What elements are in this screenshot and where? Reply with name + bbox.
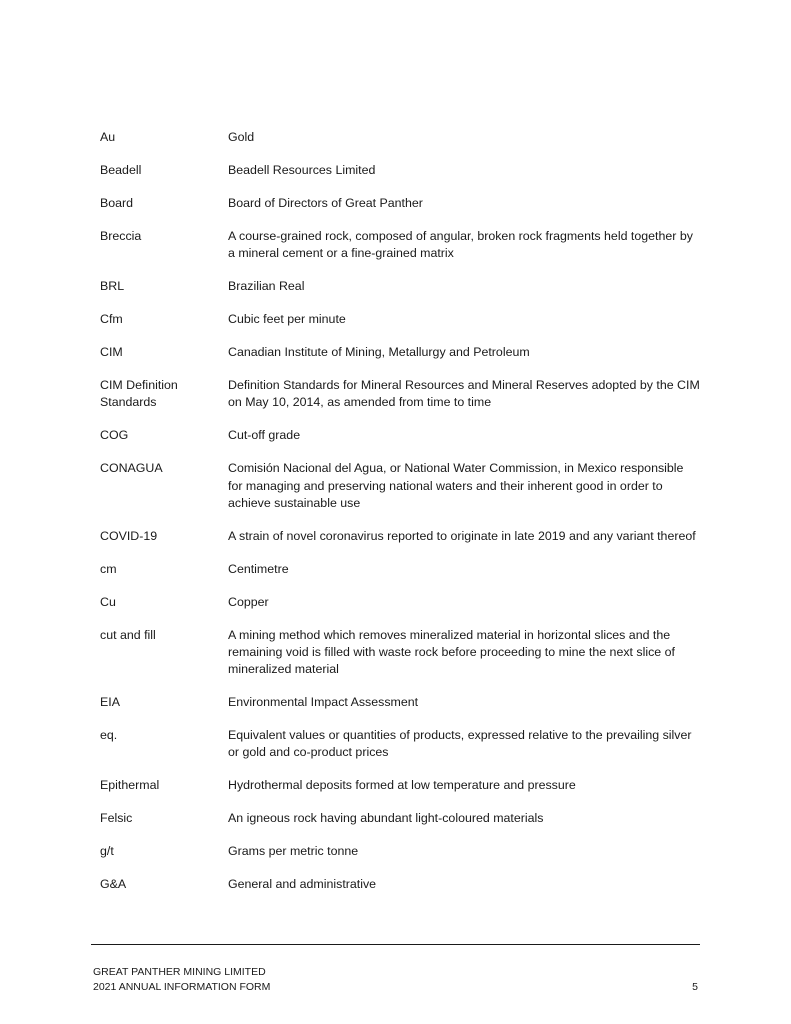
glossary-definition: An igneous rock having abundant light-coloured materials (228, 811, 544, 826)
glossary-entry (100, 311, 700, 328)
glossary-definition: A course-grained rock, composed of angular, broken rock fragments held together by a mineral cement or a fine-grained matrix (228, 229, 693, 261)
glossary-entry (100, 594, 700, 611)
glossary-entry (100, 627, 700, 679)
glossary-entry (100, 129, 700, 146)
glossary-term: Cfm (100, 312, 123, 327)
glossary-entry (100, 377, 700, 411)
page-number: 5 (692, 981, 698, 993)
glossary-term: g/t (100, 844, 114, 859)
glossary-term: CIM Definition Standards (100, 378, 178, 410)
footer-divider (91, 944, 700, 945)
glossary-term: Au (100, 130, 116, 144)
glossary-term: G&A (100, 877, 127, 892)
glossary-definition: Centimetre (228, 561, 289, 576)
glossary-definition: Environmental Impact Assessment (228, 695, 419, 710)
glossary-term: CONAGUA (100, 461, 163, 476)
glossary-term: cm (100, 561, 117, 576)
glossary-term: Beadell (100, 163, 142, 177)
footer-document-title: 2021 ANNUAL INFORMATION FORM (93, 980, 271, 993)
glossary-definition: Gold (228, 130, 255, 144)
page-footer (93, 965, 700, 994)
glossary-entry (100, 344, 700, 361)
glossary-definition: A strain of novel coronavirus reported to originate in late 2019 and any variant thereof (228, 528, 696, 543)
glossary-term: EIA (100, 695, 120, 710)
glossary-definition: A mining method which removes mineralized material in horizontal slices and the remaining void is filled with waste rock before proceeding to mine the next slice of mineralized material (228, 627, 675, 677)
glossary-term: CIM (100, 345, 123, 360)
glossary-entry (100, 561, 700, 578)
glossary-entry (100, 162, 700, 179)
glossary-definition: Grams per metric tonne (228, 844, 359, 859)
glossary-definition: Copper (228, 594, 269, 609)
glossary-entry (100, 876, 700, 893)
glossary-term: Felsic (100, 811, 133, 826)
glossary-entry (100, 777, 700, 794)
glossary-definition: Beadell Resources Limited (228, 163, 376, 177)
glossary-entry (100, 278, 700, 295)
glossary-term: Epithermal (100, 778, 160, 793)
glossary-term: Cu (100, 594, 116, 609)
glossary-definition: Brazilian Real (228, 279, 305, 294)
glossary-term: cut and fill (100, 627, 156, 642)
glossary-term: Breccia (100, 229, 142, 243)
glossary-definition: Equivalent values or quantities of products, expressed relative to the prevailing silver or gold and co-product prices (228, 728, 692, 760)
glossary-entry (100, 528, 700, 545)
glossary-entry (100, 427, 700, 444)
glossary-definition: Definition Standards for Mineral Resources and Mineral Reserves adopted by the CIM on May 10, 2014, as amended from time to time (228, 378, 700, 410)
glossary-term: eq. (100, 728, 118, 743)
glossary-term: COVID-19 (100, 528, 158, 543)
footer-company-name: GREAT PANTHER MINING LIMITED (93, 966, 266, 978)
glossary-list (100, 129, 700, 909)
glossary-term: BRL (100, 279, 125, 294)
glossary-definition: General and administrative (228, 877, 377, 892)
glossary-entry (100, 810, 700, 827)
glossary-term: COG (100, 428, 129, 443)
glossary-entry (100, 694, 700, 711)
glossary-entry (100, 843, 700, 860)
glossary-entry (100, 460, 700, 512)
glossary-term: Board (100, 196, 134, 210)
glossary-definition: Cubic feet per minute (228, 312, 346, 327)
glossary-definition: Board of Directors of Great Panther (228, 196, 423, 210)
glossary-definition: Cut-off grade (228, 428, 301, 443)
glossary-definition: Canadian Institute of Mining, Metallurgy and Petroleum (228, 345, 530, 360)
glossary-entry (100, 228, 700, 262)
glossary-definition: Hydrothermal deposits formed at low temperature and pressure (228, 778, 576, 793)
glossary-entry (100, 727, 700, 761)
glossary-definition: Comisión Nacional del Agua, or National Water Commission, in Mexico responsible for managing and preserving national waters and their inherent good in order to achieve sustainable use (228, 461, 684, 510)
glossary-entry (100, 195, 700, 212)
